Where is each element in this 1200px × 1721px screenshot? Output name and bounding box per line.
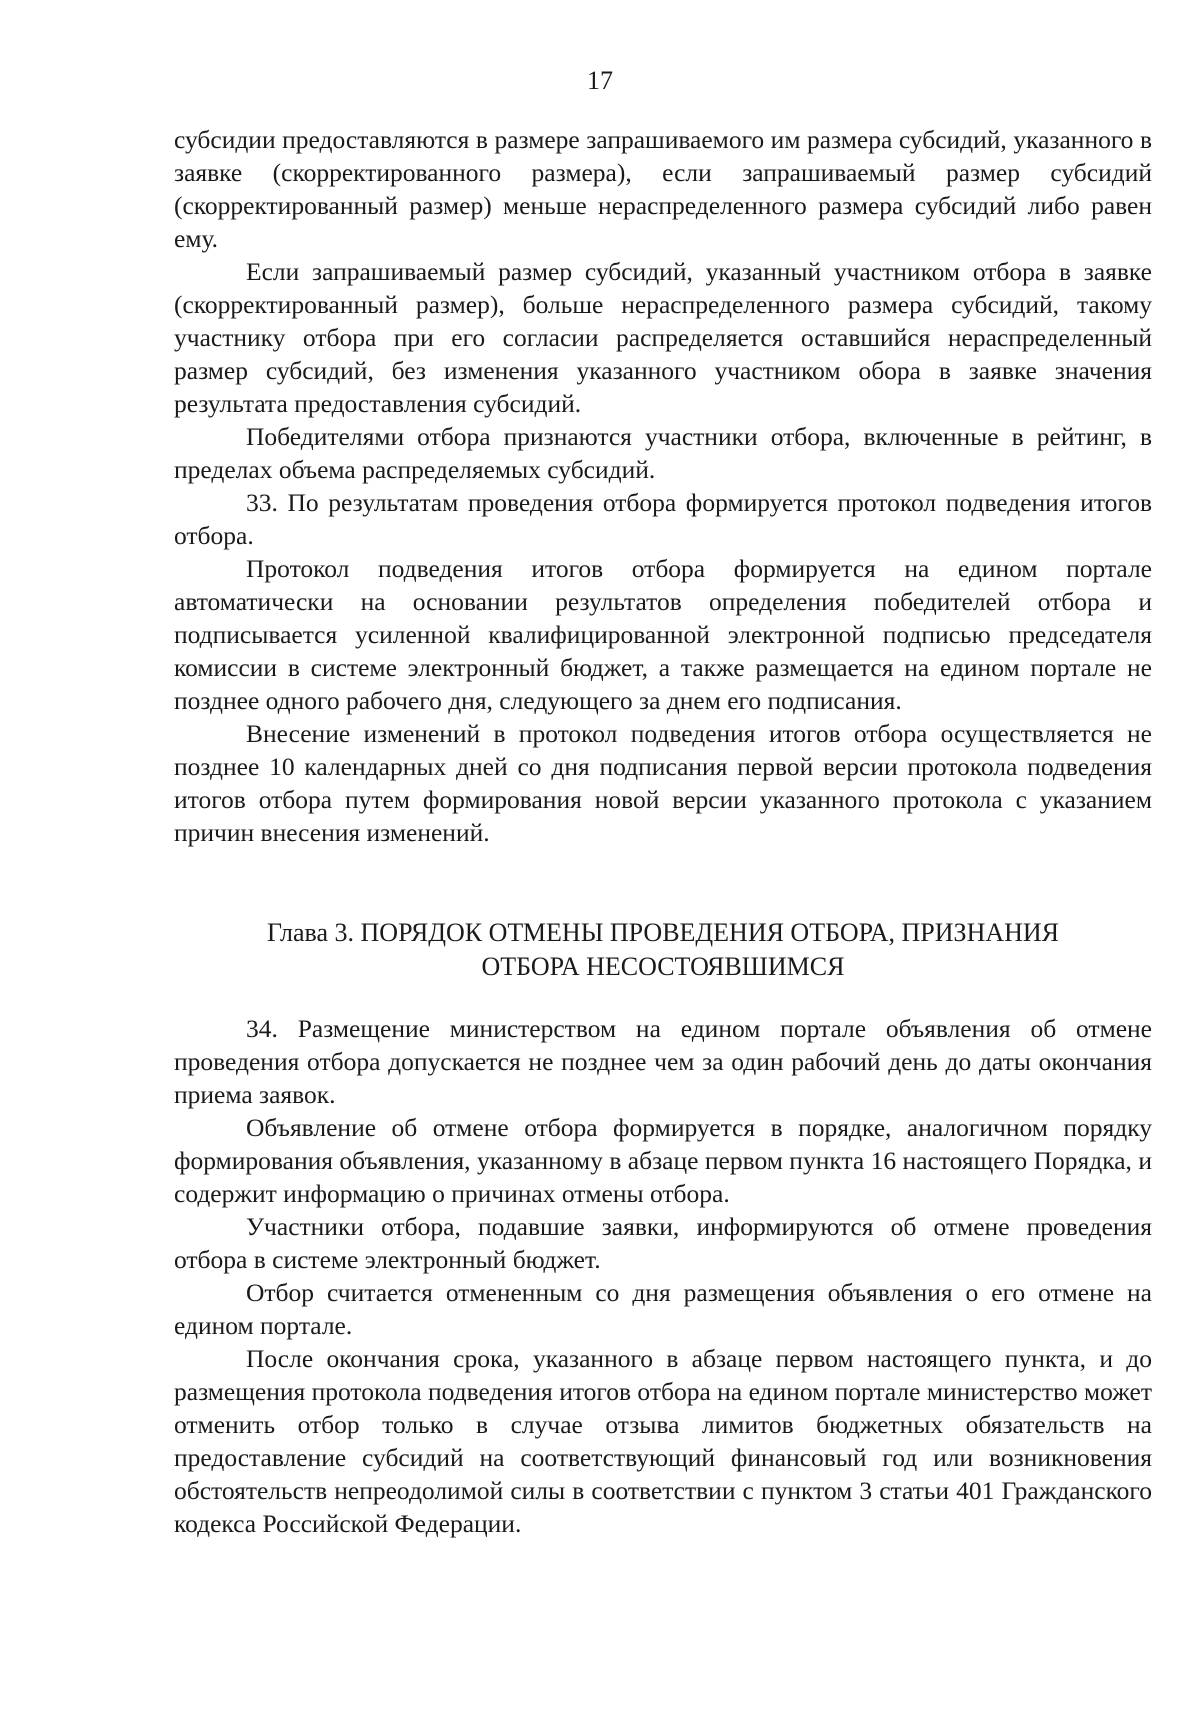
paragraph: субсидии предоставляются в размере запрашиваемого им размера субсидий, указанного в заявке (скорректированного размера), если запрашиваемый размер субсидий (скорректированный размер) меньше нераспределенного размера субсидий либо равен ему. [174,125,1152,253]
paragraph: После окончания срока, указанного в абзаце первом настоящего пункта, и до размещения протокола подведения итогов отбора на едином портале министерство может отменить отбор только в случае отзыва лимитов бюджетных обязательств на предоставление субсидий на соответствующий финансовый год или возникновения обстоятельств непреодолимой силы в соответствии с пунктом 3 статьи 401 Гражданского кодекса Российской Федерации. [174,1344,1152,1538]
body-text-bottom [174,1012,1152,1540]
body-text-top [174,123,1152,849]
chapter-title-line: ОТБОРА НЕСОСТОЯВШИМСЯ [481,952,845,981]
chapter-title-line: Глава 3. ПОРЯДОК ОТМЕНЫ ПРОВЕДЕНИЯ ОТБОРА, ПРИЗНАНИЯ [266,918,1060,947]
paragraph: Протокол подведения итогов отбора формируется на едином портале автоматически на основании результатов определения победителей отбора и подписывается усиленной квалифицированной электронной подписью председателя комиссии в системе электронный бюджет, а также размещается на едином портале не позднее одного рабочего дня, следующего за днем его подписания. [174,554,1152,715]
chapter-heading [174,916,1152,984]
paragraph: Участники отбора, подавшие заявки, информируются об отмене проведения отбора в системе электронный бюджет. [174,1212,1152,1274]
page-number: 17 [587,66,613,95]
paragraph-item-34: 34. Размещение министерством на едином портале объявления об отмене проведения отбора допускается не позднее чем за один рабочий день до даты окончания приема заявок. [174,1014,1152,1109]
paragraph: Победителями отбора признаются участники отбора, включенные в рейтинг, в пределах объема распределяемых субсидий. [174,422,1152,484]
paragraph: Внесение изменений в протокол подведения итогов отбора осуществляется не позднее 10 календарных дней со дня подписания первой версии протокола подведения итогов отбора путем формирования новой версии указанного протокола с указанием причин внесения изменений. [174,719,1152,847]
paragraph: Если запрашиваемый размер субсидий, указанный участником отбора в заявке (скорректированный размер), больше нераспределенного размера субсидий, такому участнику отбора при его согласии распределяется оставшийся нераспределенный размер субсидий, без изменения указанного участником обора в заявке значения результата предоставления субсидий. [174,257,1152,418]
paragraph: Отбор считается отмененным со дня размещения объявления о его отмене на едином портале. [174,1278,1152,1340]
paragraph: Объявление об отмене отбора формируется в порядке, аналогичном порядку формирования объявления, указанному в абзаце первом пункта 16 настоящего Порядка, и содержит информацию о причинах отмены отбора. [174,1113,1152,1208]
paragraph-item-33: 33. По результатам проведения отбора формируется протокол подведения итогов отбора. [174,488,1152,550]
